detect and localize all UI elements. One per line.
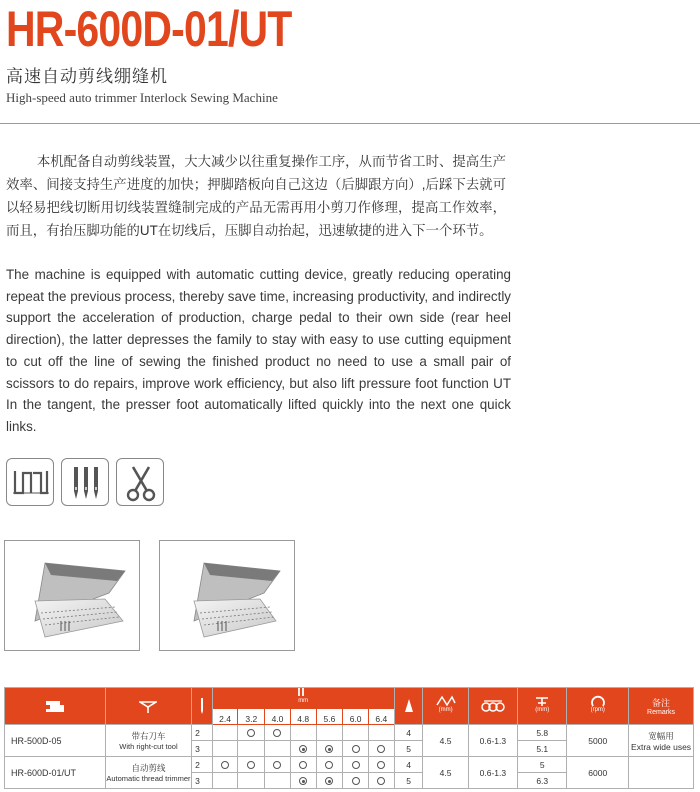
gauge-size: 5.6: [316, 709, 343, 725]
available-mark: [325, 761, 333, 769]
presser-lift-cell: 5: [518, 757, 567, 773]
gauge-mark-cell: [265, 757, 291, 773]
needle-gauge-header: mm: [212, 688, 394, 709]
available-mark: [247, 761, 255, 769]
presser-lift-cell: 6.3: [518, 773, 567, 789]
available-mark: [247, 729, 255, 737]
spec-table: [4, 687, 694, 789]
thread-count-icon: [394, 688, 423, 725]
model-cell: HR-600D-01/UT: [5, 757, 106, 789]
differential-feed-cell: 0.6-1.3: [468, 725, 517, 757]
standard-mark: [299, 745, 307, 753]
gauge-size: 3.2: [238, 709, 265, 725]
thread-count-cell: 4: [394, 725, 423, 741]
product-title: HR-600D-01/UT: [6, 1, 292, 57]
gauge-size: 4.0: [265, 709, 291, 725]
scissors-icon: [116, 458, 164, 506]
gauge-mark-cell: [265, 741, 291, 757]
gauge-mark-cell: [368, 741, 394, 757]
available-mark: [377, 777, 385, 785]
thread-count-cell: 5: [394, 773, 423, 789]
description-en: Automatic thread trimmer: [106, 774, 191, 783]
speed-cell: 6000: [567, 757, 629, 789]
gauge-mark-cell: [290, 725, 316, 741]
needle-count-cell: 2: [192, 725, 213, 741]
standard-mark: [325, 777, 333, 785]
stitch-sample-photo-2: [159, 540, 295, 651]
available-mark: [352, 745, 360, 753]
gauge-mark-cell: [238, 725, 265, 741]
gauge-mark-cell: [316, 741, 343, 757]
differential-feed-cell: 0.6-1.3: [468, 757, 517, 789]
available-mark: [377, 745, 385, 753]
gauge-mark-cell: [343, 725, 369, 741]
stitch-sample-photo-1: [4, 540, 140, 651]
gauge-mark-cell: [343, 757, 369, 773]
remarks-header: 备注 Remarks: [629, 688, 694, 725]
gauge-mark-cell: [290, 773, 316, 789]
gauge-mark-cell: [212, 725, 238, 741]
description-cn: 带右刀车: [131, 731, 166, 741]
gauge-mark-cell: [368, 725, 394, 741]
gauge-mark-cell: [343, 741, 369, 757]
needle-count-cell: 2: [192, 757, 213, 773]
gauge-mark-cell: [316, 725, 343, 741]
stitch-length-header: (mm): [423, 688, 468, 725]
gauge-mark-cell: [290, 741, 316, 757]
gauge-mark-cell: [316, 773, 343, 789]
description-en: The machine is equipped with automatic cutting device, greatly reducing operating repeat the previous process, thereby save time, increasing productivity, and indirectly support the acceleration of production, charge pedal to their own side (rear heel direction), the latter depresses the family to stay with easy to use cutting equipment to cut off the line of sewing the finished product no need to use a small pair of scissors to do repairs, improve work efficiency, but also lift pressure foot function UT In the tangent, the presser foot automatically lifted quickly into the next one quick links.: [6, 267, 511, 434]
gauge-mark-cell: [316, 757, 343, 773]
available-mark: [352, 761, 360, 769]
needle-count-cell: 3: [192, 773, 213, 789]
gauge-mark-cell: [238, 741, 265, 757]
description-cn: 自动剪线: [131, 763, 166, 773]
gauge-mark-cell: [212, 741, 238, 757]
gauge-size: 4.8: [290, 709, 316, 725]
gauge-mark-cell: [212, 757, 238, 773]
product-subtitle-en: High-speed auto trimmer Interlock Sewing Machine: [6, 90, 278, 105]
available-mark: [221, 761, 229, 769]
spec-body: [5, 725, 694, 789]
table-row: [5, 725, 694, 741]
remarks-cn: 宽幅用: [648, 730, 674, 741]
stitch-type-icon: [105, 688, 191, 725]
presser-lift-cell: 5.1: [518, 741, 567, 757]
description-cell: [105, 757, 191, 789]
model-cell: HR-500D-05: [5, 725, 106, 757]
available-mark: [299, 761, 307, 769]
needle-count-cell: 3: [192, 741, 213, 757]
stitch-length-cell: 4.5: [423, 725, 468, 757]
stitch-length-cell: 4.5: [423, 757, 468, 789]
gauge-mark-cell: [238, 757, 265, 773]
needle-count-icon: [192, 688, 213, 725]
three-needle-icon: [61, 458, 109, 506]
remarks-cell: [629, 757, 694, 789]
available-mark: [273, 729, 281, 737]
standard-mark: [299, 777, 307, 785]
spec-header-row: [5, 688, 694, 709]
gauge-size: 6.4: [368, 709, 394, 725]
description-cn: 本机配备自动剪线装置，大大减少以往重复操作工序，从而节省工时、提高生产效率、间接支持生产进度的加快；押脚踏板向自己这边（后脚跟方向）,后踩下去就可以轻易把线切断用切线装置缝制完成的产品无需再用小剪刀作修理，提高工作效率，而且，有抬压脚功能的UT在切线后，压脚自动抬起，迅速敏捷的进入下一个环节。: [6, 154, 506, 238]
available-mark: [377, 761, 385, 769]
remarks-en: Extra wide uses: [631, 741, 692, 752]
gauge-mark-cell: [238, 773, 265, 789]
gauge-mark-cell: [265, 725, 291, 741]
standard-mark: [325, 745, 333, 753]
table-row: [5, 757, 694, 773]
remarks-cell: [629, 725, 694, 757]
description-cell: [105, 725, 191, 757]
gauge-mark-cell: [290, 757, 316, 773]
gauge-mark-cell: [212, 773, 238, 789]
description-en: With right-cut tool: [119, 742, 178, 751]
header-divider: [0, 123, 700, 124]
product-subtitle-cn: 高速自动剪线绷缝机: [6, 67, 168, 86]
machine-icon: [5, 688, 106, 725]
presser-lift-header: (mm): [518, 688, 567, 725]
thread-count-cell: 4: [394, 757, 423, 773]
available-mark: [352, 777, 360, 785]
presser-lift-cell: 5.8: [518, 725, 567, 741]
gauge-mark-cell: [265, 773, 291, 789]
differential-feed-icon: [468, 688, 517, 725]
available-mark: [273, 761, 281, 769]
gauge-size: 2.4: [212, 709, 238, 725]
gauge-mark-cell: [368, 757, 394, 773]
gauge-mark-cell: [343, 773, 369, 789]
speed-header: (rpm): [567, 688, 629, 725]
interlock-stitch-icon: [6, 458, 54, 506]
thread-count-cell: 5: [394, 741, 423, 757]
gauge-mark-cell: [368, 773, 394, 789]
speed-cell: 5000: [567, 725, 629, 757]
gauge-size: 6.0: [343, 709, 369, 725]
